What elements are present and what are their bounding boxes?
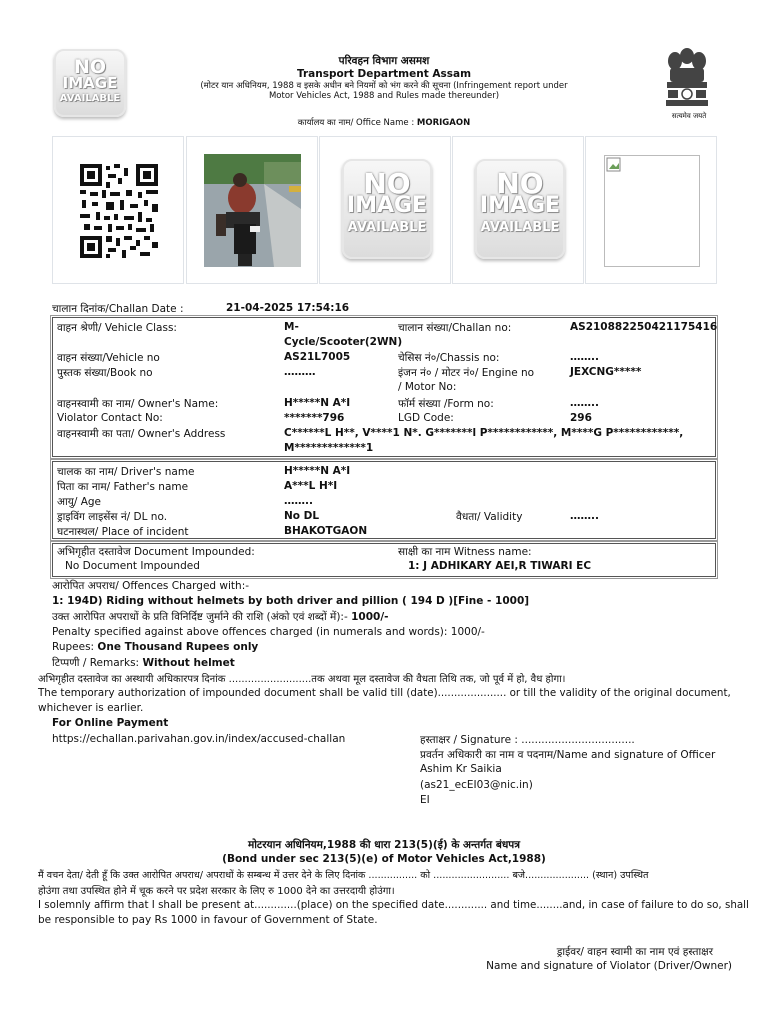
qr-card — [52, 136, 184, 284]
contact-label: Violator Contact No: — [57, 412, 163, 424]
no-image-logo — [54, 49, 126, 117]
temp-auth-hindi: अभिगृहीत दस्तावेज का अस्थायी अधिकारपत्र दिनांक ..........................तक अथवा मूल दस्तावेज की वैधता तिथि तक, जो पूर्व में हो, वैध होगा। — [38, 674, 566, 685]
chassis-label: चेसिस नं०/Chassis no: — [398, 352, 500, 364]
incident-photo-image — [204, 154, 301, 267]
age-label: आयु/ Age — [57, 496, 102, 508]
owner-name-value: H*****N A*I — [284, 397, 351, 409]
vehicle-class-label: वाहन श्रेणी/ Vehicle Class: — [57, 322, 177, 334]
witness-label: साक्षी का नाम Witness name: — [398, 546, 532, 558]
vehicle-class-value-1: M- — [284, 321, 299, 333]
temp-auth-english-2: whichever is earlier. — [38, 702, 144, 714]
dl-no-value: No DL — [284, 510, 320, 522]
national-emblem-icon — [662, 46, 712, 116]
subtitle-line-1: (मोटर यान अधिनियम, 1988 व इसके अधीन बने नियमों को भंग करने की सूचना (Infringement report under — [200, 81, 568, 91]
vehicle-no-label: वाहन संख्या/Vehicle no — [57, 352, 160, 364]
form-no-value: …….. — [570, 397, 599, 409]
challan-date-value: 21-04-2025 17:54:16 — [226, 302, 350, 314]
bond-title-english: (Bond under sec 213(5)(e) of Motor Vehicles Act,1988) — [222, 853, 546, 865]
no-image-card-1 — [319, 136, 451, 284]
no-image-text-2: IMAGE — [479, 193, 561, 218]
form-no-label: फॉर्म संख्या /Form no: — [398, 398, 494, 410]
remarks-value: Without helmet — [142, 657, 235, 669]
father-name-value: A***L H*I — [284, 480, 338, 492]
validity-label: वैधता/ Validity — [456, 511, 523, 523]
dept-title-hindi: परिवहन विभाग असमश — [338, 55, 430, 67]
challan-date-label: चालान दिनांक/Challan Date : — [52, 303, 184, 315]
vehicle-class-value-2: Cycle/Scooter(2WN) — [284, 336, 403, 348]
lgd-code-value: 296 — [570, 412, 592, 424]
validity-value: …….. — [570, 510, 599, 522]
broken-image-icon — [606, 157, 622, 173]
violator-signature-hindi: ड्राईवर/ वाहन स्वामी का नाम एवं हस्ताक्षर — [556, 946, 713, 958]
rupees-line — [52, 641, 258, 653]
online-payment-heading: For Online Payment — [52, 717, 169, 729]
penalty-english: Penalty specified against above offences charged (in numerals and words): 1000/- — [52, 626, 485, 638]
qr-code-icon — [80, 164, 158, 258]
engine-no-value: JEXCNG***** — [570, 366, 642, 378]
dl-no-label: ड्राइविंग लाइसेंस नं/ DL no. — [57, 511, 168, 523]
witness-value: 1: J ADHIKARY AEI,R TIWARI EC — [408, 560, 592, 572]
owner-address-value-2: M*************1 — [284, 442, 374, 454]
emblem-caption: सत्यमेव जयते — [671, 112, 707, 120]
penalty-hindi — [52, 610, 389, 624]
temp-auth-english-1: The temporary authorization of impounded document shall be valid till (date)..................... or till the validity of the original document, — [38, 687, 731, 699]
age-value: …….. — [284, 495, 313, 507]
officer-name: Ashim Kr Saikia — [420, 763, 502, 775]
bond-text-hindi-2: होउंगा तथा उपस्थित होने में चूक करने पर प्रदेश सरकार के लिए रु 1000 देने का उत्तरदायी होउंगा। — [38, 886, 395, 897]
officer-name-label: प्रवर्तन अधिकारी का नाम व पदनाम/Name and signature of Officer — [420, 749, 716, 761]
no-image-text-3: AVAILABLE — [59, 93, 121, 104]
no-image-placeholder — [342, 159, 432, 259]
offences-heading: आरोपित अपराध/ Offences Charged with:- — [52, 580, 250, 592]
vehicle-no-value: AS21L7005 — [284, 351, 351, 363]
no-image-placeholder — [475, 159, 565, 259]
payment-url-link[interactable]: https://echallan.parivahan.gov.in/index/accused-challan — [52, 733, 346, 745]
driver-name-value: H*****N A*I — [284, 465, 351, 477]
penalty-hindi-label: उक्त आरोपित अपराधों के प्रति विनिर्दिष्ट जुर्माने की राशि (अंको एवं शब्दों में):- — [52, 611, 348, 623]
no-image-text-1: NO — [363, 167, 411, 200]
officer-email: (as21_ecEI03@nic.in) — [420, 779, 533, 791]
engine-no-label-2: / Motor No: — [398, 381, 457, 393]
contact-value: *******796 — [284, 412, 345, 424]
documents-table — [52, 543, 716, 577]
no-image-text-3: AVAILABLE — [480, 220, 560, 235]
no-image-text-1: NO — [73, 56, 107, 78]
remarks-line — [52, 656, 235, 670]
violator-signature-english: Name and signature of Violator (Driver/Owner) — [486, 960, 732, 972]
impounded-label: अभिगृहीत दस्तावेज Document Impounded: — [57, 546, 255, 558]
offence-item: 1: 194D) Riding without helmets by both driver and pillion ( 194 D )[Fine - 1000] — [52, 595, 530, 607]
driver-details-table — [52, 461, 716, 539]
no-image-text-2: IMAGE — [62, 74, 118, 92]
place-label: घटनास्थल/ Place of incident — [57, 526, 189, 538]
challan-no-label: चालान संख्या/Challan no: — [398, 322, 512, 334]
impounded-value: No Document Impounded — [65, 560, 200, 572]
officer-designation: EI — [420, 794, 430, 806]
owner-address-value-1: C******L H**, V****1 N*. G*******l P************, M****G P************, — [284, 427, 684, 439]
engine-no-label-1: इंजन नं० / मोटर नं०/ Engine no — [398, 367, 535, 379]
subtitle-line-2: Motor Vehicles Act, 1988 and Rules made thereunder) — [268, 91, 500, 101]
owner-address-label: वाहनस्वामी का पता/ Owner's Address — [57, 428, 226, 440]
bond-title-hindi: मोटरयान अधिनियम,1988 की धारा 213(5)(ई) के अन्तर्गत बंधपत्र — [247, 839, 521, 851]
chassis-value: …….. — [570, 351, 599, 363]
lgd-code-label: LGD Code: — [398, 412, 454, 424]
bond-text-english-2: be responsible to pay Rs 1000 in favour of Government of State. — [38, 914, 378, 926]
place-value: BHAKOTGAON — [284, 525, 368, 537]
office-label: कार्यालय का नाम/ Office Name : — [297, 118, 415, 128]
driver-name-label: चालक का नाम/ Driver's name — [57, 466, 195, 478]
incident-photo-card — [186, 136, 318, 284]
challan-no-value: AS210882250421175416 — [570, 321, 718, 333]
father-name-label: पिता का नाम/ Father's name — [57, 481, 189, 493]
rupees-value: One Thousand Rupees only — [97, 641, 259, 653]
no-image-text-1: NO — [496, 167, 544, 200]
book-no-value: ……… — [284, 366, 316, 378]
book-no-label: पुस्तक संख्या/Book no — [57, 367, 153, 379]
penalty-hindi-value: 1000/- — [351, 611, 389, 623]
rupees-label: Rupees: — [52, 641, 95, 653]
remarks-label: टिप्पणी / Remarks: — [52, 657, 140, 669]
dept-title-english: Transport Department Assam — [296, 68, 472, 80]
owner-name-label: वाहनस्वामी का नाम/ Owner's Name: — [57, 398, 219, 410]
bond-text-hindi-1: मैं वचन देता/ देती हूँ कि उक्त आरोपित अपराध/ अपराधों के सम्बन्ध में उत्तर देने के लिए दिनांक ................ को ......................... बजे..................... (स्थान) उपस्थित — [38, 870, 649, 881]
broken-image-card — [585, 136, 717, 284]
no-image-text-2: IMAGE — [346, 193, 428, 218]
office-name — [150, 117, 618, 128]
vehicle-details-table — [52, 317, 716, 457]
no-image-card-2 — [452, 136, 584, 284]
bond-text-english-1: I solemnly affirm that I shall be present at.............(place) on the specified date............. and time........and, in case of failure to do so, shall — [38, 899, 749, 911]
no-image-text-3: AVAILABLE — [347, 220, 427, 235]
signature-label: हस्ताक्षर / Signature : .................................. — [420, 734, 635, 746]
office-value: MORIGAON — [416, 118, 471, 128]
broken-image-frame — [604, 155, 700, 267]
